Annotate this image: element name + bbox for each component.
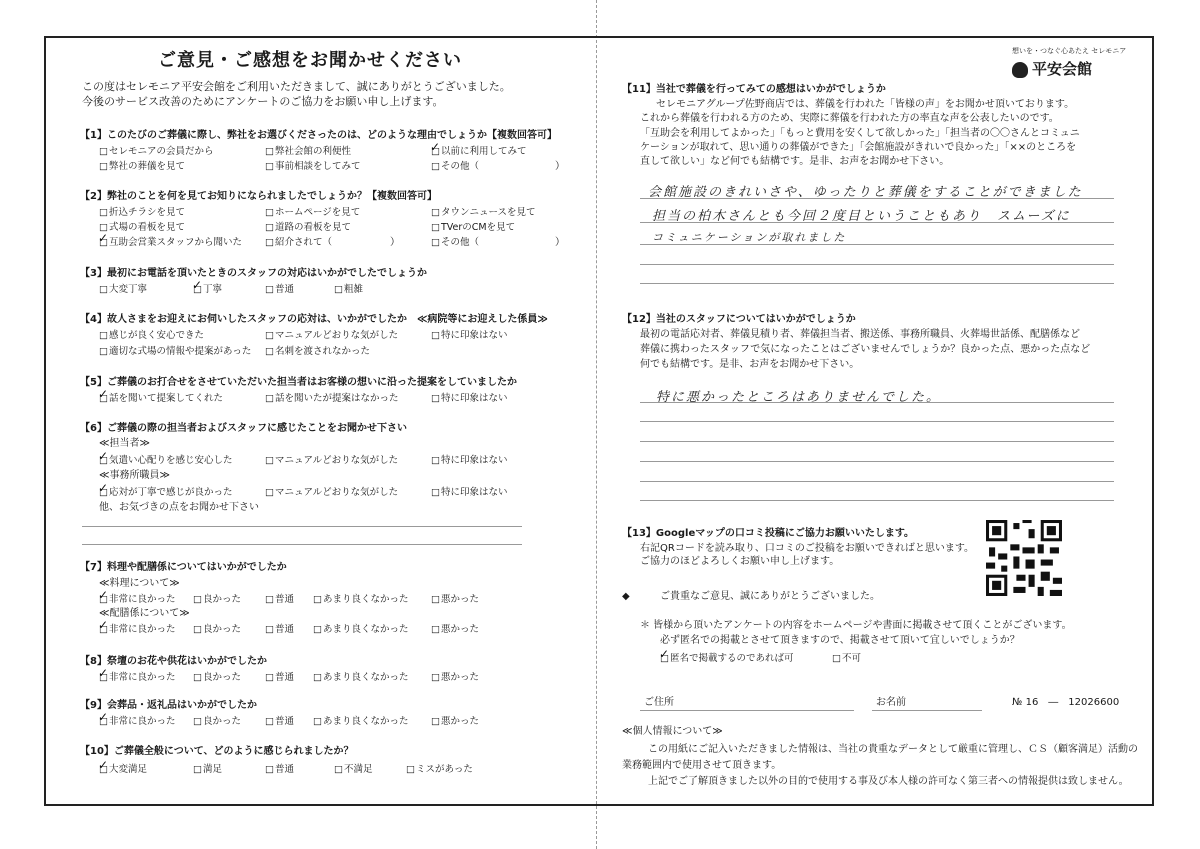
q7-serving-option-good[interactable]: □ 良かった [193, 624, 241, 635]
q8-option-normal[interactable]: □ 普通 [265, 672, 294, 683]
q7-food-option-good[interactable]: □ 良かった [193, 594, 241, 605]
q2-title: 【2】弊社のことを何を見てお知りになられましたでしょうか？【複数回答可】 [80, 191, 437, 202]
q7-food-option-normal[interactable]: □ 普通 [265, 594, 294, 605]
q7-title: 【7】料理や配膳係についてはいかがでしたか [80, 562, 287, 573]
logo-name: 平安会館 [1032, 60, 1093, 78]
thanks-bullet [622, 591, 630, 603]
q11-answer-line-3: コミュニケーションが取れました [652, 231, 847, 244]
q7-sub-serving: ≪配膳係について≫ [99, 608, 190, 619]
q3-title: 【3】最初にお電話を頂いたときのスタッフの対応はいかがでしたでしょうか [80, 268, 427, 279]
q11-answer-rule-3[interactable] [640, 244, 1114, 245]
thanks-message: ご貴重なご意見、誠にありがとうございました。 [660, 591, 880, 602]
q10-option-normal[interactable]: □ 普通 [265, 764, 294, 775]
q6-staff-option-care[interactable]: □ 気遣い心配りを感じ安心した ✓ [99, 455, 233, 466]
q1-option-consultation[interactable]: □ 事前相談をしてみて [265, 161, 361, 172]
q11-title: 【11】当社で葬儀を行ってみての感想はいかがでしょうか [622, 84, 886, 95]
q8-option-good[interactable]: □ 良かった [193, 672, 241, 683]
privacy-body-1: この用紙にご記入いただきました情報は、当社の貴重なデータとして厳重に管理し、ＣＳ（顧客満足）活動の [648, 744, 1138, 755]
address-label: ご住所 [644, 697, 674, 708]
q12-answer-rule-5[interactable] [640, 481, 1114, 482]
q5-option-listened-proposed[interactable]: □ 話を聞いて提案してくれた ✓ [99, 393, 223, 404]
q9-option-not-good[interactable]: □ あまり良くなかった [313, 716, 409, 727]
publish-note-1: ＊ 皆様から頂いたアンケートの内容をホームページや書面に掲載させて頂くことがございます。 [640, 620, 1072, 631]
q2-option-flyer[interactable]: □ 折込チラシを見て [99, 207, 185, 218]
q8-option-bad[interactable]: □ 悪かった [431, 672, 479, 683]
q11-body-5: 直して欲しい」など何でも結構です。是非、お声をお聞かせ下さい。 [640, 156, 950, 167]
q6-comment-line-2[interactable] [82, 544, 522, 545]
q2-referral-close: ） [390, 237, 400, 248]
q12-answer-rule-4[interactable] [640, 461, 1114, 462]
q12-answer-rule-6[interactable] [640, 500, 1114, 501]
q2-option-sales-staff[interactable]: □ 互助会営業スタッフから聞いた ✓ [99, 237, 242, 248]
q4-option-reassuring[interactable]: □ 感じが良く安心できた [99, 330, 204, 341]
q12-title: 【12】当社のスタッフについてはいかがでしょうか [622, 314, 856, 325]
q7-food-option-not-good[interactable]: □ あまり良くなかった [313, 594, 409, 605]
q7-serving-option-very-good[interactable]: □ 非常に良かった ✓ [99, 624, 176, 635]
publish-option-anonymous[interactable]: □ 匿名で掲載するのであれば可 ✓ [660, 653, 794, 664]
q7-serving-option-bad[interactable]: □ 悪かった [431, 624, 479, 635]
q10-option-dissatisfied[interactable]: □ 不満足 [334, 764, 373, 775]
q11-answer-rule-2[interactable] [640, 222, 1114, 223]
address-field[interactable] [640, 710, 854, 711]
q2-option-road-sign[interactable]: □ 道路の看板を見て [265, 222, 351, 233]
q4-title: 【4】故人さまをお迎えにお伺いしたスタッフの応対は、いかがでしたか ≪病院等にお迎えした係員≫ [80, 314, 548, 325]
form-number: № 16 ― 12026600 [1012, 697, 1120, 708]
logo-tagline: 想いを・つなぐ心あたえ セレモニア [1012, 47, 1127, 55]
q2-other-close: ） [555, 237, 565, 248]
q12-answer-rule-3[interactable] [640, 441, 1114, 442]
q4-option-manual[interactable]: □ マニュアルどおりな気がした [265, 330, 398, 341]
q9-option-good[interactable]: □ 良かった [193, 716, 241, 727]
intro-line-1: この度はセレモニア平安会館をご利用いただきまして、誠にありがとうございました。 [82, 80, 511, 93]
q10-title: 【10】ご葬儀全般について、どのように感じられましたか？ [80, 746, 354, 757]
privacy-body-2: 業務範囲内で使用させて頂きます。 [622, 760, 782, 771]
q11-body-3: 「互助会を利用してよかった」「もっと費用を安くして欲しかった」「担当者の〇〇さんとコミュニ [640, 128, 1080, 139]
q9-option-very-good[interactable]: □ 非常に良かった ✓ [99, 716, 176, 727]
logo [1012, 58, 1092, 79]
q7-sub-food: ≪料理について≫ [99, 578, 180, 589]
publish-option-decline[interactable]: □ 不可 [832, 653, 861, 664]
q2-option-homepage[interactable]: □ ホームページを見て [265, 207, 360, 218]
lotus-logo-icon [1012, 62, 1028, 78]
publish-note-2: 必ず匿名での掲載とさせて頂きますので、掲載させて頂いて宜しいでしょうか？ [660, 635, 1020, 646]
q7-food-option-bad[interactable]: □ 悪かった [431, 594, 479, 605]
q1-option-member[interactable]: □ セレモニアの会員だから [99, 146, 214, 157]
privacy-body-3: 上記でご了解頂きました以外の目的で使用する事及び本人様の許可なく第三者への情報提供は致しません。 [648, 776, 1129, 787]
q3-option-very-polite[interactable]: □ 大変丁寧 [99, 284, 147, 295]
q11-body-1: セレモニアグループ佐野商店では、葬儀を行われた「皆様の声」をお聞かせ頂いております。 [656, 99, 1075, 110]
q13-body-1: 右記QRコードを読み取り、口コミのご投稿をお願いできればと思います。 [640, 543, 975, 554]
q13-title: 【13】Googleマップの口コミ投稿にご協力お願いいたします。 [622, 528, 915, 539]
q8-title: 【8】祭壇のお花や供花はいかがでしたか [80, 656, 267, 667]
q2-option-other[interactable]: □ その他（ [431, 237, 479, 248]
q6-office-option-no-impression[interactable]: □ 特に印象はない [431, 487, 508, 498]
q1-other-close: ） [555, 161, 565, 172]
q11-body-4: ケーションが取れて、思い通りの葬儀ができた」「会館施設がきれいで良かった」「××のところを [640, 142, 1077, 153]
q2-option-hall-sign[interactable]: □ 式場の看板を見て [99, 222, 185, 233]
q3-option-normal[interactable]: □ 普通 [265, 284, 294, 295]
q11-body-2: これから葬儀を行われる方のため、実際に葬儀を行われた方の率直な声を公表したいのです。 [640, 113, 1059, 124]
q7-serving-option-normal[interactable]: □ 普通 [265, 624, 294, 635]
q6-title: 【6】ご葬儀の際の担当者およびスタッフに感じたことをお聞かせ下さい [80, 423, 407, 434]
q3-option-rough[interactable]: □ 粗雑 [334, 284, 363, 295]
q12-body-1: 最初の電話応対者、葬儀見積り者、葬儀担当者、搬送係、事務所職員、火葬場世話係、配膳係など [640, 329, 1080, 340]
q6-comment-line-1[interactable] [82, 526, 522, 527]
q5-title: 【5】ご葬儀のお打合せをさせていただいた担当者はお客様の想いに沿った提案をしていましたか [80, 377, 517, 388]
q10-option-satisfied[interactable]: □ 満足 [193, 764, 222, 775]
name-label: お名前 [876, 697, 906, 708]
q12-answer: 特に悪かったところはありませんでした。 [656, 390, 942, 405]
q10-option-mistake[interactable]: □ ミスがあった [406, 764, 473, 775]
q6-staff-option-no-impression[interactable]: □ 特に印象はない [431, 455, 508, 466]
q12-answer-rule-2[interactable] [640, 421, 1114, 422]
q12-body-3: 何でも結構です。是非、お声をお聞かせ下さい。 [640, 359, 860, 370]
q2-option-tver[interactable]: □ TVerのCMを見て [431, 222, 515, 233]
q9-option-normal[interactable]: □ 普通 [265, 716, 294, 727]
q9-title: 【9】会葬品・返礼品はいかがでしたか [80, 700, 257, 711]
q12-answer-rule-1[interactable] [640, 402, 1114, 403]
q6-staff-option-manual[interactable]: □ マニュアルどおりな気がした [265, 455, 398, 466]
q8-option-very-good[interactable]: □ 非常に良かった ✓ [99, 672, 176, 683]
q1-title: 【1】このたびのご葬儀に際し、弊社をお選びくださったのは、どのような理由でしょうか【複数回答可】 [80, 130, 557, 141]
q13-body-2: ご協力のほどよろしくお願い申し上げます。 [640, 556, 840, 567]
q11-answer-line-1: 会館施設のきれいさや、ゆったりと葬儀をすることができました [648, 185, 1083, 200]
q2-option-town-news[interactable]: □ タウンニュースを見て [431, 207, 536, 218]
q7-food-option-very-good[interactable]: □ 非常に良かった ✓ [99, 594, 176, 605]
q12-body-2: 葬儀に携わったスタッフで気になったことはございませんでしょうか？良かった点、悪かった点など [640, 344, 1091, 355]
page-title: ご意見・ご感想をお聞かせください [158, 50, 462, 71]
q6-comment-label: 他、お気づきの点をお聞かせ下さい [99, 502, 259, 513]
q5-option-no-impression[interactable]: □ 特に印象はない [431, 393, 508, 404]
q4-option-no-card[interactable]: □ 名刺を渡されなかった [265, 346, 370, 357]
q11-answer-line-2: 担当の柏木さんとも今回２度目ということもあり スムーズに [652, 209, 1071, 224]
q1-option-other[interactable]: □ その他（ [431, 161, 479, 172]
q4-option-proper-info[interactable]: □ 適切な式場の情報や提案があった [99, 346, 251, 357]
q6-office-option-manual[interactable]: □ マニュアルどおりな気がした [265, 487, 398, 498]
q4-option-no-impression[interactable]: □ 特に印象はない [431, 330, 508, 341]
q5-option-no-proposal[interactable]: □ 話を聞いたが提案はなかった [265, 393, 399, 404]
q6-sub-office: ≪事務所職員≫ [99, 470, 170, 481]
q1-option-used-before[interactable]: □ 以前に利用してみて ✓ [431, 146, 527, 157]
intro-line-2: 今後のサービス改善のためにアンケートのご協力をお願い申し上げます。 [82, 95, 444, 108]
q7-serving-option-not-good[interactable]: □ あまり良くなかった [313, 624, 409, 635]
q6-sub-staff: ≪担当者≫ [99, 438, 150, 449]
q11-answer-rule-1[interactable] [640, 198, 1114, 199]
q1-option-convenience[interactable]: □ 弊社会館の利便性 [265, 146, 351, 157]
q2-option-referral[interactable]: □ 紹介されて（ [265, 237, 332, 248]
q3-option-polite[interactable]: □ 丁寧 ✓ [193, 284, 222, 295]
name-field[interactable] [872, 710, 982, 711]
q8-option-not-good[interactable]: □ あまり良くなかった [313, 672, 409, 683]
q11-answer-rule-5[interactable] [640, 283, 1114, 284]
q6-office-option-polite[interactable]: □ 応対が丁寧で感じが良かった ✓ [99, 487, 233, 498]
q9-option-bad[interactable]: □ 悪かった [431, 716, 479, 727]
q1-option-saw-funeral[interactable]: □ 弊社の葬儀を見て [99, 161, 185, 172]
privacy-title: ≪個人情報について≫ [622, 726, 723, 737]
q11-answer-rule-4[interactable] [640, 264, 1114, 265]
qr-code-icon[interactable] [986, 520, 1062, 596]
q10-option-very-satisfied[interactable]: □ 大変満足 ✓ [99, 764, 147, 775]
